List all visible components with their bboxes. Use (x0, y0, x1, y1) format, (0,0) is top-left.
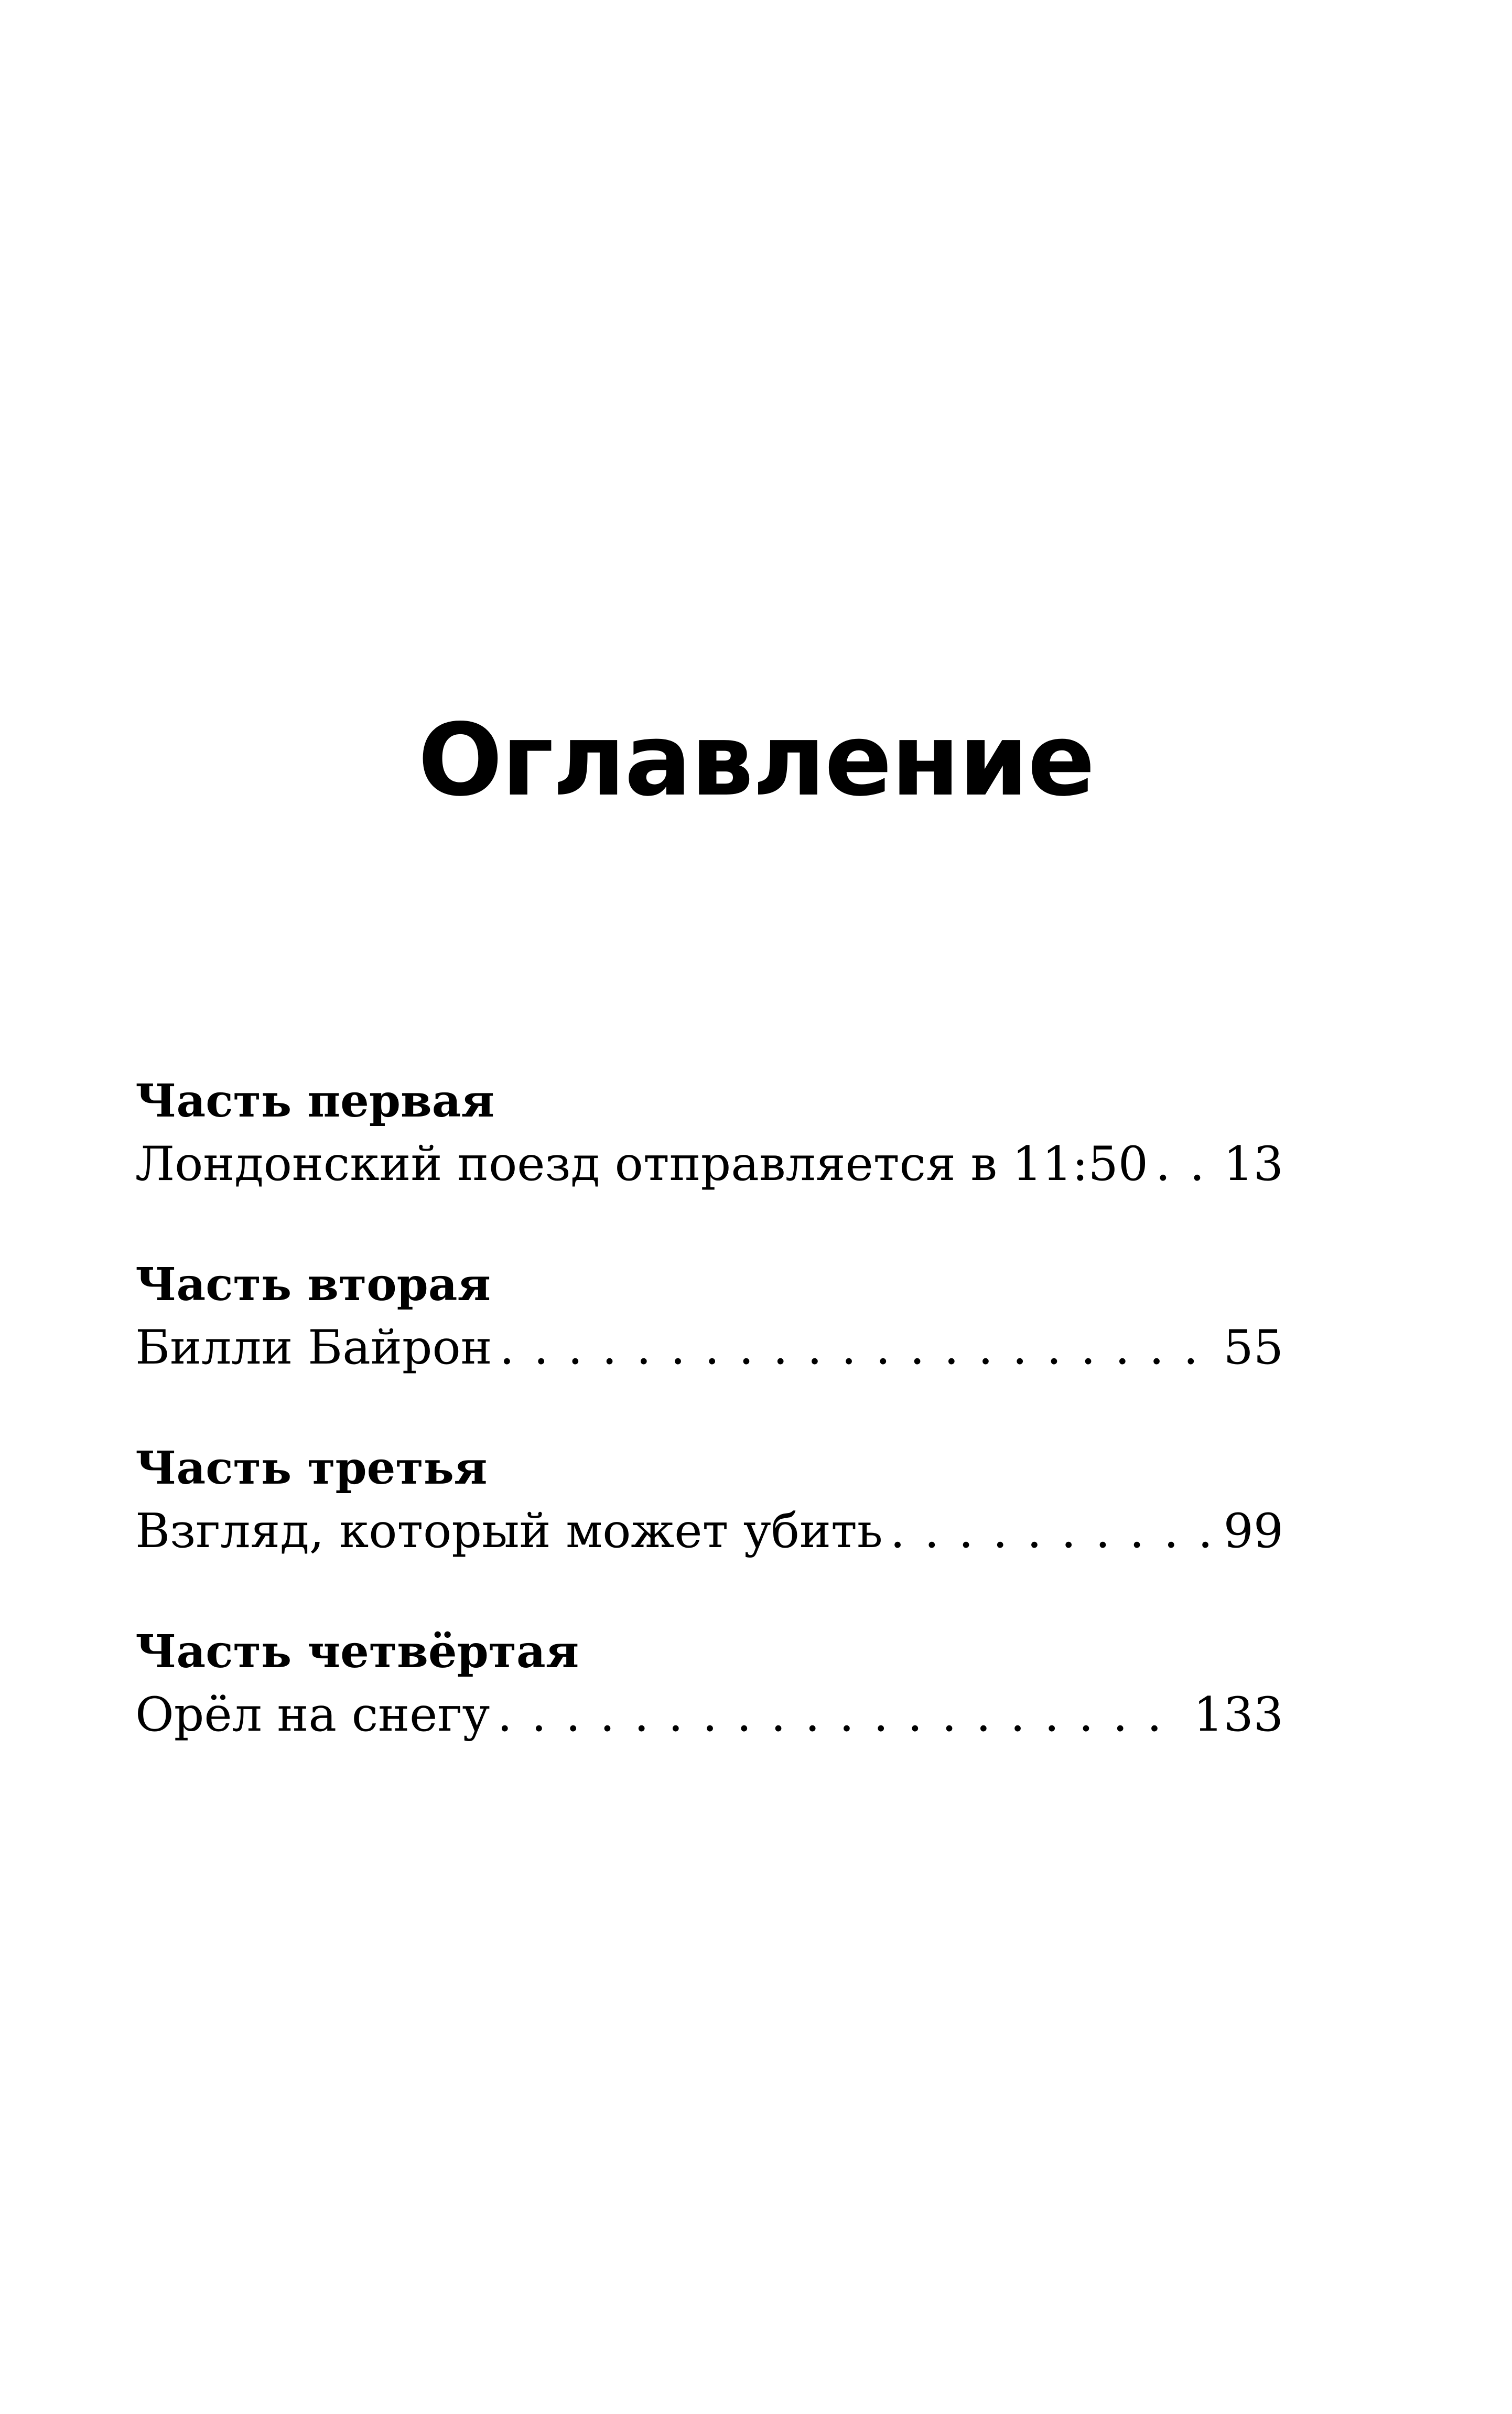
toc-part-3 (135, 1437, 1283, 1563)
toc-part-1 (135, 1070, 1283, 1196)
toc-entry (135, 1316, 1283, 1379)
entry-title: Орёл на снегу (135, 1687, 490, 1742)
toc-entry (135, 1683, 1283, 1746)
dot-leader (500, 1316, 1213, 1379)
toc-part-4 (135, 1621, 1283, 1746)
page-title: Оглавление (418, 702, 1094, 818)
page-number: 99 (1223, 1504, 1283, 1559)
page-number: 13 (1223, 1136, 1283, 1192)
entry-title: Лондонский поезд отправляется в 11:50 (135, 1136, 1148, 1192)
part-heading: Часть третья (135, 1442, 488, 1495)
part-heading: Часть первая (135, 1075, 495, 1128)
table-of-contents (135, 1070, 1283, 1804)
page-number: 55 (1223, 1320, 1283, 1375)
toc-part-2 (135, 1253, 1283, 1379)
entry-title: Взгляд, который может убить (135, 1504, 883, 1559)
part-heading: Часть четвёртая (135, 1625, 579, 1678)
part-heading: Часть вторая (135, 1258, 491, 1311)
toc-entry (135, 1500, 1283, 1563)
dot-leader (890, 1500, 1213, 1563)
dot-leader (1155, 1133, 1213, 1196)
toc-entry (135, 1133, 1283, 1196)
entry-title: Билли Байрон (135, 1320, 492, 1375)
page-number: 133 (1193, 1687, 1283, 1742)
dot-leader (497, 1683, 1183, 1746)
